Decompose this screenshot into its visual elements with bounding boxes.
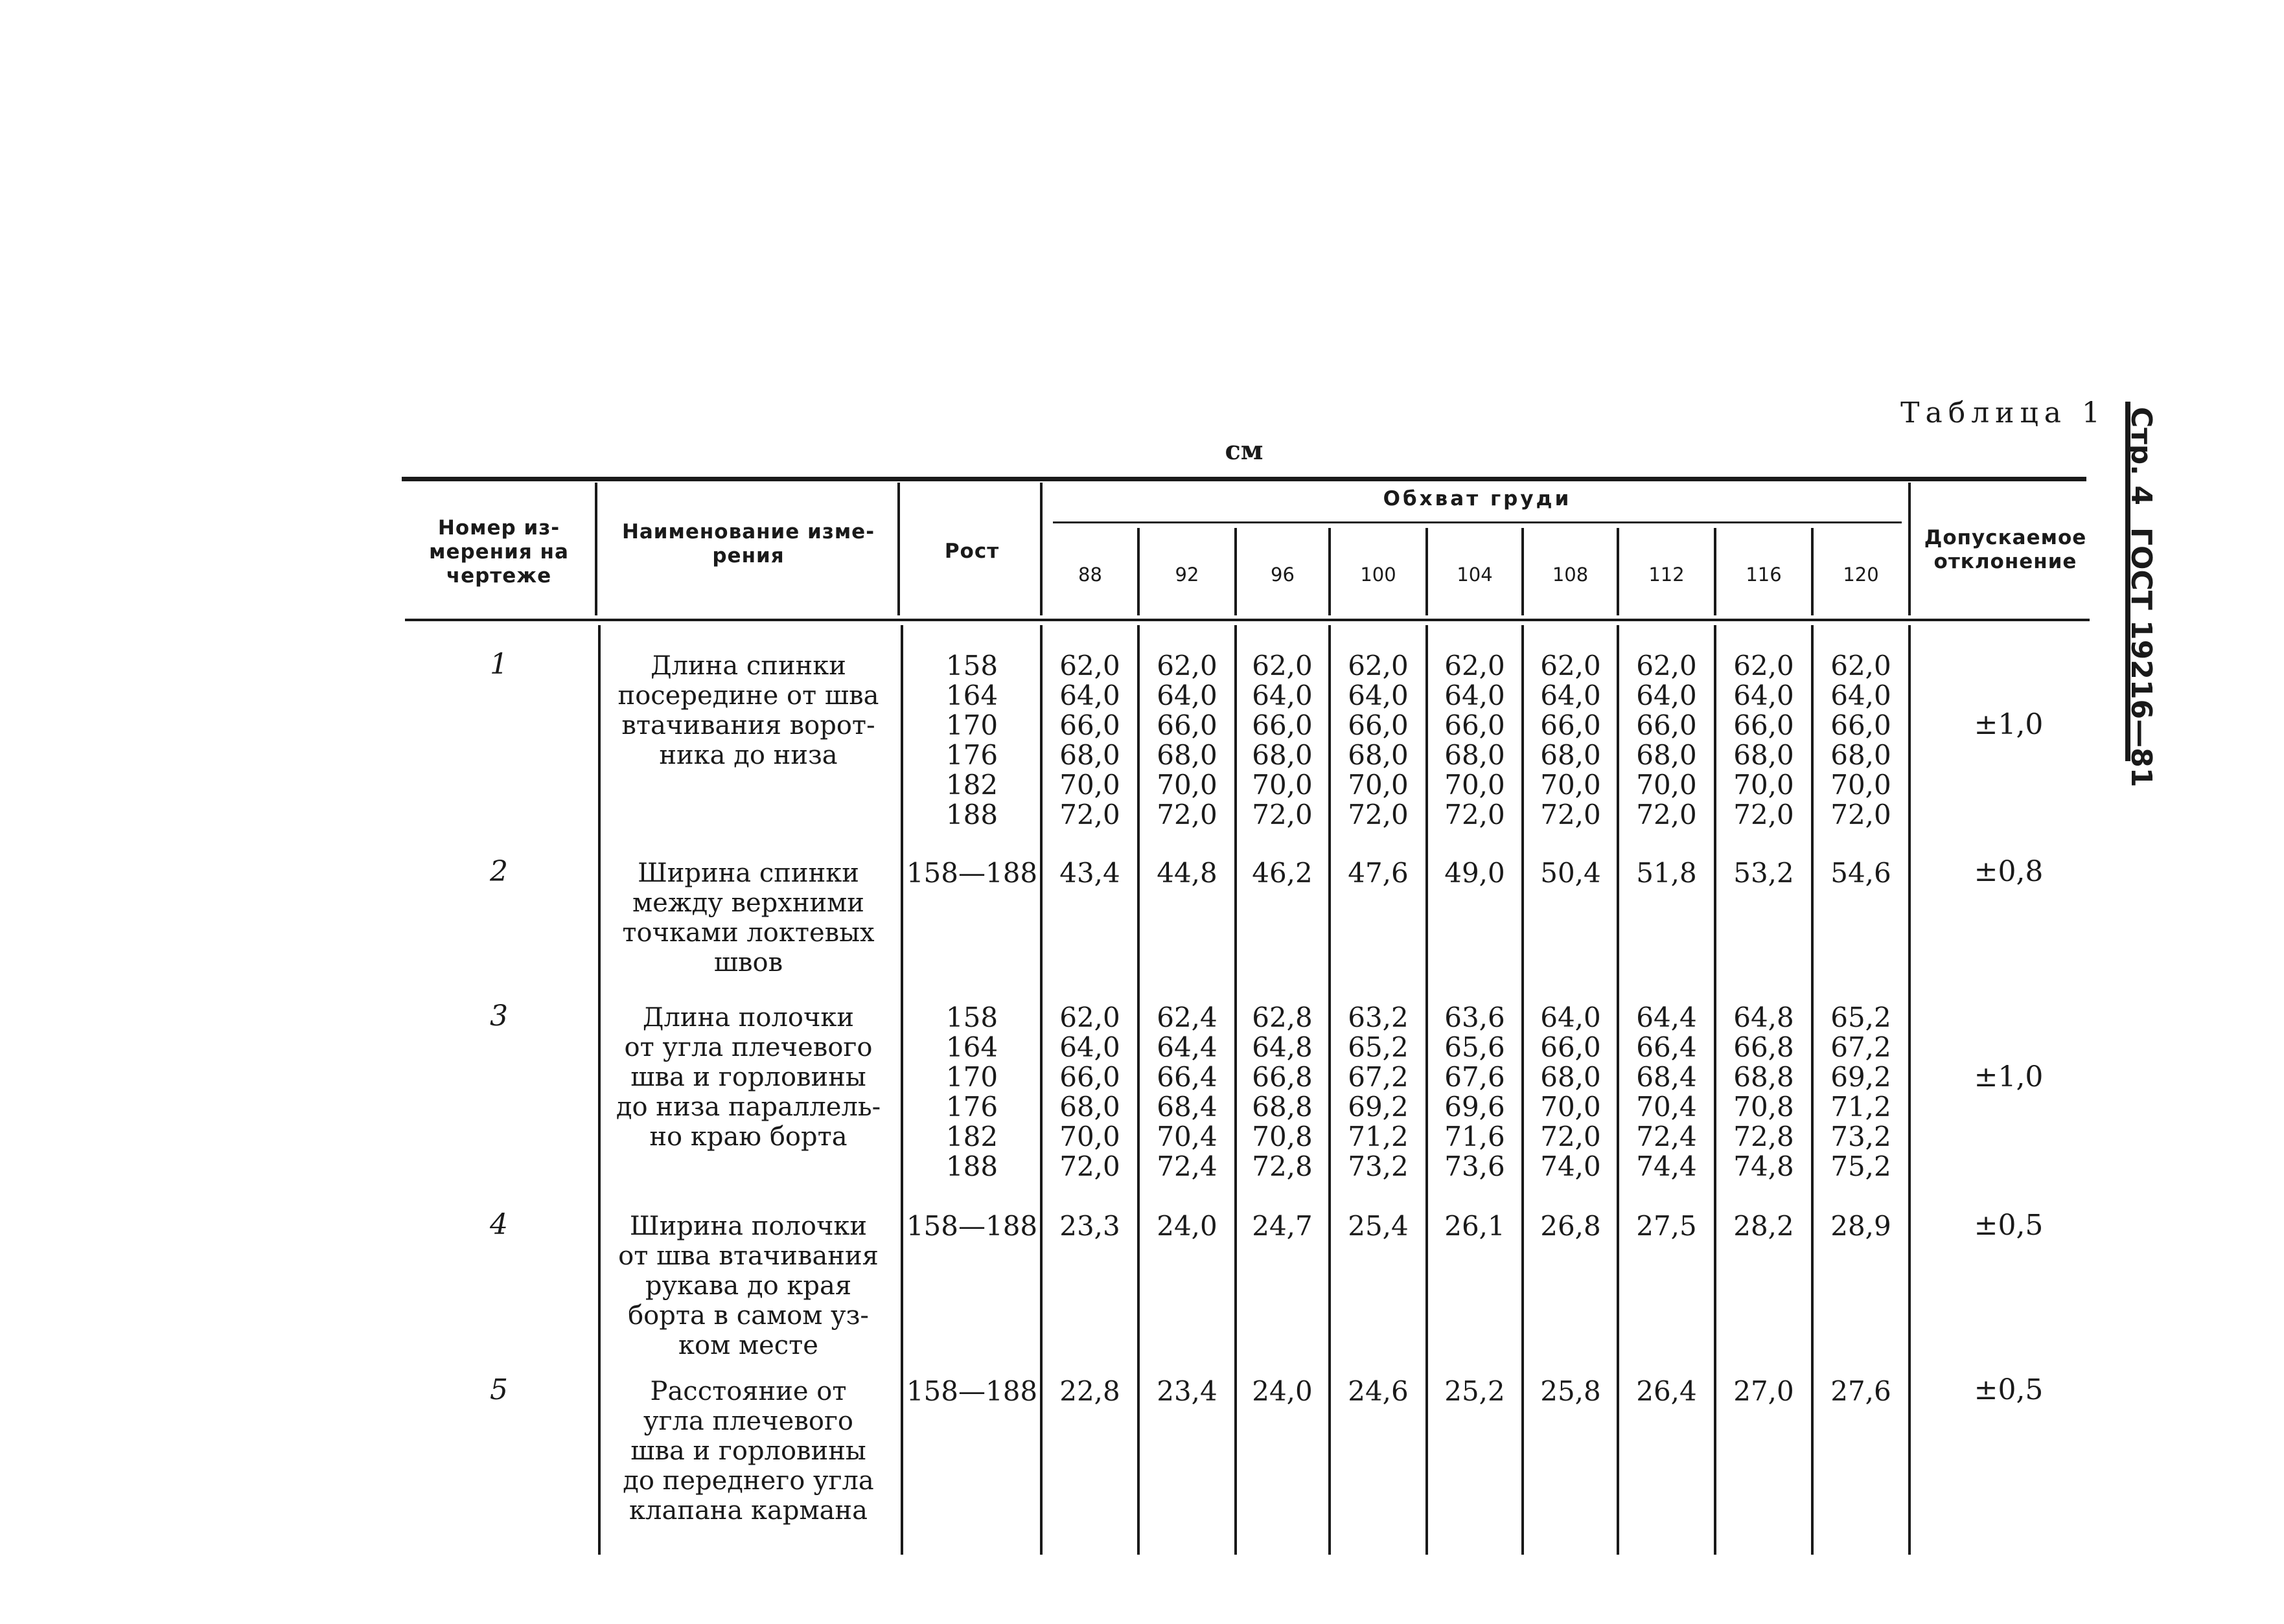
tolerance-value: ±0,5 [1974,1373,2044,1406]
tolerance-value: ±0,8 [1974,855,2044,888]
value-column: 54,6 [1830,857,1891,889]
measure-number: 1 [490,648,508,681]
value-column: 27,6 [1830,1375,1891,1407]
value-column: 28,2 [1733,1210,1794,1242]
value-column: 26,4 [1636,1375,1697,1407]
table-label: Таблица 1 [1900,396,2106,429]
side-header [2060,402,2158,1101]
chest-size-header: 96 [1271,564,1295,586]
height-values: 158—188 [906,1375,1038,1407]
height-values: 158 164 170 176 182 188 [945,1001,998,1182]
header-divider [595,483,597,615]
body-divider [598,625,601,1555]
value-column: 62,0 64,0 66,0 68,0 70,0 72,0 [1444,650,1505,830]
value-column: 24,6 [1348,1375,1409,1407]
chest-size-header: 104 [1457,564,1493,586]
value-column: 64,4 66,4 68,4 70,4 72,4 74,4 [1636,1001,1697,1182]
value-column: 27,0 [1733,1375,1794,1407]
value-column: 62,0 64,0 66,0 68,0 70,0 72,0 [1636,650,1697,830]
chest-size-header: 88 [1078,564,1102,586]
value-column: 62,4 64,4 66,4 68,4 70,4 72,4 [1157,1001,1217,1182]
measure-number: 2 [490,855,508,888]
header-divider [897,483,900,615]
chest-size-header: 112 [1648,564,1685,586]
chest-size-header: 100 [1360,564,1396,586]
value-column: 65,2 67,2 69,2 71,2 73,2 75,2 [1830,1001,1891,1182]
value-column: 26,8 [1540,1210,1601,1242]
value-column: 50,4 [1540,857,1601,889]
value-column: 62,0 64,0 66,0 68,0 70,0 72,0 [1540,650,1601,830]
value-column: 51,8 [1636,857,1697,889]
chest-size-header: 120 [1843,564,1879,586]
header-bottom-rule [405,619,2090,621]
value-column: 62,0 64,0 66,0 68,0 70,0 72,0 [1252,650,1313,830]
measure-name: Ширина полочки от шва втачивания рукава до края борта в самом уз- ком месте [618,1211,879,1360]
standard-code: ГОСТ 19216—81 [2125,527,2158,788]
body-divider [901,625,903,1555]
measure-number: 3 [490,1000,508,1033]
measure-name: Ширина спинки между верхними точками локтевых швов [622,858,875,978]
value-column: 62,0 64,0 66,0 68,0 70,0 72,0 [1733,650,1794,830]
value-column: 64,0 66,0 68,0 70,0 72,0 74,0 [1540,1001,1601,1182]
value-column: 64,8 66,8 68,8 70,8 72,8 74,8 [1733,1001,1794,1182]
value-column: 24,0 [1252,1375,1313,1407]
value-column: 26,1 [1444,1210,1505,1242]
height-values: 158 164 170 176 182 188 [945,650,998,830]
value-column: 63,2 65,2 67,2 69,2 71,2 73,2 [1348,1001,1409,1182]
value-column: 28,9 [1830,1210,1891,1242]
chest-group-rule [1053,521,1902,523]
measure-name: Расстояние от угла плечевого шва и горловины до переднего угла клапана кармана [623,1377,874,1526]
header-height: Рост [944,540,1000,563]
chest-size-header: 116 [1746,564,1782,586]
tolerance-value: ±1,0 [1974,708,2044,741]
chest-size-header: 92 [1175,564,1199,586]
value-column: 25,8 [1540,1375,1601,1407]
header-measure-name: Наименование изме- рения [621,520,875,567]
height-values: 158—188 [906,857,1038,889]
value-column: 43,4 [1059,857,1120,889]
value-column: 62,8 64,8 66,8 68,8 70,8 72,8 [1252,1001,1313,1182]
value-column: 23,4 [1157,1375,1217,1407]
measure-number: 5 [490,1373,508,1406]
header-tolerance: Допускаемое отклонение [1924,526,2087,573]
measure-number: 4 [490,1208,508,1241]
height-values: 158—188 [906,1210,1038,1242]
measure-name: Длина спинки посередине от шва втачивания ворот- ника до низа [617,651,879,770]
value-column: 62,0 64,0 66,0 68,0 70,0 72,0 [1059,1001,1120,1182]
header-chest-girth: Обхват груди [1383,487,1572,510]
header-divider [1908,483,1911,615]
value-column: 53,2 [1733,857,1794,889]
value-column: 22,8 [1059,1375,1120,1407]
header-divider [1040,483,1043,615]
tolerance-value: ±0,5 [1974,1209,2044,1242]
value-column: 49,0 [1444,857,1505,889]
value-column: 25,2 [1444,1375,1505,1407]
value-column: 24,7 [1252,1210,1313,1242]
header-measure-number: Номер из- мерения на чертеже [429,516,569,588]
value-column: 23,3 [1059,1210,1120,1242]
page-number: Стр. 4 [2125,407,2158,505]
value-column: 46,2 [1252,857,1313,889]
value-column: 62,0 64,0 66,0 68,0 70,0 72,0 [1348,650,1409,830]
value-column: 62,0 64,0 66,0 68,0 70,0 72,0 [1830,650,1891,830]
value-column: 62,0 64,0 66,0 68,0 70,0 72,0 [1059,650,1120,830]
value-column: 25,4 [1348,1210,1409,1242]
value-column: 47,6 [1348,857,1409,889]
value-column: 62,0 64,0 66,0 68,0 70,0 72,0 [1157,650,1217,830]
table-top-rule [402,477,2086,481]
value-column: 63,6 65,6 67,6 69,6 71,6 73,6 [1444,1001,1505,1182]
unit-label: см [1225,435,1263,466]
value-column: 27,5 [1636,1210,1697,1242]
measure-name: Длина полочки от угла плечевого шва и горловины до низа параллель- но краю борта [616,1003,881,1152]
value-column: 44,8 [1157,857,1217,889]
chest-size-header: 108 [1552,564,1589,586]
tolerance-value: ±1,0 [1974,1060,2044,1093]
value-column: 24,0 [1157,1210,1217,1242]
